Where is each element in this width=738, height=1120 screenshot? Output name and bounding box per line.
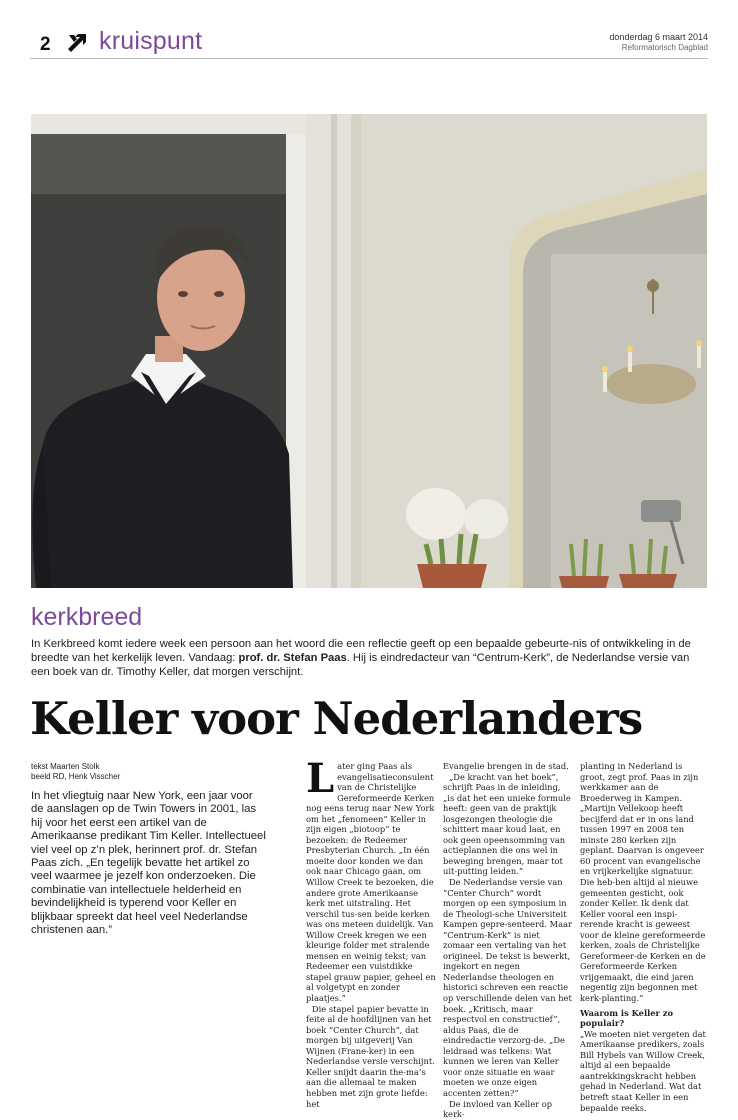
page-number: 2	[40, 34, 51, 55]
body-paragraph: Die stapel papier bevatte in feite al de hoofdlijnen van het boek “Center Church”, dat morgen bij uitgeverij Van Wijnen (Frane-ker) in een Nederlandse versie verschijnt. Keller snijdt daarin the-ma’s aan die allemaal te maken hebben met zijn grote liefde: het	[306, 1003, 435, 1109]
lead-paragraph: In het vliegtuig naar New York, een jaar voor de aanslagen op de Twin Towers in 2001, las hij voor het eerst een artikel van de Amerikaanse predikant Tim Keller. Intellectueel viel veel op z’n plek, herinnert prof. dr. Stefan Paas zich. „En tegelijk bevatte het artikel zo veel waarmee je jezelf kon onderzoeken. Die combinatie van intellectuele helderheid en bevindelijkheid is typerend voor Keller en blijkbaar spreekt dat heel veel Nederlandse christenen aan.”	[31, 790, 266, 937]
issue-date: donderdag 6 maart 2014	[609, 32, 708, 42]
body-subhead: Waarom is Keller zo populair?	[580, 1007, 674, 1029]
byline-photo: beeld RD, Henk Visscher	[31, 772, 121, 781]
arrow-icon	[66, 31, 88, 53]
intro-text	[31, 637, 705, 679]
body-column-3	[580, 761, 710, 1113]
drop-cap: L	[306, 755, 335, 802]
body-paragraph: „We moeten niet vergeten dat Amerikaanse predikers, zoals Bill Hybels van Willow Creek, altijd al een bepaalde aantrekkingskracht hebben gehad in Nederland. Wat dat betreft staat Keller in een bepaalde reeks.	[580, 1028, 706, 1113]
date-block	[609, 32, 708, 52]
intro-person-name: prof. dr. Stefan Paas	[238, 652, 347, 664]
kicker-title: kerkbreed	[31, 603, 143, 631]
intro-text-start: In Kerkbreed komt iedere week een persoon aan het woord die een reflectie geeft op een bepaalde gebeurte-nis of ontwikkeling in de breedte van het kerkelijk leven. Vandaag:	[31, 638, 691, 664]
intro-text-end: . Hij is eindredacteur van “Centrum-Kerk”, de Nederlandse versie van een boek van dr. Timothy Keller, dat morgen verschijnt.	[31, 652, 690, 678]
body-paragraph: De invloed van Keller op kerk-	[443, 1098, 553, 1120]
body-paragraph: ater ging Paas als evangelisatieconsulent van de Christelijke Gereformeerde Kerken nog eens terug naar New York om het „fenomeen” Keller in zijn eigen „biotoop” te bezoeken: de Redeemer Presbyterian Church. „In één moeite door konden we dan ook naar Chicago gaan, om Willow Creek te bezoeken, die andere grote Amerikaanse kerk met uitstraling. Het verschil tus-sen beide kerken was ons meteen duidelijk. Van Willow Creek kregen we een kleurige folder met stralende mensen en weinig tekst; van Redeemer een vuistdikke stapel grauw papier, geheel en al volgetypt en zonder plaatjes.”	[306, 761, 436, 1004]
body-paragraph: planting in Nederland is groot, zegt prof. Paas in zijn werkkamer aan de Broederweg in Kampen. „Martijn Vellekoop heeft becijferd dat er in ons land tussen 1997 en 2008 ten minste 280 kerken zijn geplant. Daarvan is ongeveer 60 procent van evangelische en vrijkerkelijke signatuur. Die heb-ben altijd al nieuwe gemeenten gesticht, ook zonder Keller. Ik denk dat Keller vooral een inspi-rerende kracht is geweest voor de kleine gereformeerde kerken, zoals de Christelijke Gereformeer-de Kerken en de Gereformeerde Kerken vrijgemaakt, die eind jaren negentig zijn begonnen met kerk-planting.”	[580, 761, 706, 1004]
newspaper-name: Reformatorisch Dagblad	[621, 43, 708, 52]
portrait-photo	[31, 114, 707, 588]
byline-author: tekst Maarten Stolk	[31, 762, 100, 771]
article-headline: Keller voor Nederlanders	[30, 692, 643, 745]
body-paragraph: Evangelie brengen in de stad.	[443, 761, 569, 771]
body-column-2	[443, 761, 573, 1120]
byline	[31, 762, 120, 782]
body-paragraph: „De kracht van het boek”, schrijft Paas in de inleiding, „is dat het een unieke formule heeft: geen van de praktijk losgezongen theologie die schittert maar koud laat, en ook geen opeensomming van actieplannen die ons wel in beweging brengen, maar tot uit-putting leiden.”	[443, 771, 571, 877]
section-title: kruispunt	[99, 27, 203, 55]
body-paragraph: De Nederlandse versie van “Center Church” wordt morgen op een symposium in de Theologi-sche Universiteit Kampen gepre-senteerd. Maar “Centrum-Kerk” is niet zomaar een vertaling van het origineel. De tekst is bewerkt, ingekort en negen Nederlandse theologen en historici schreven een reactie op verschillende delen van het boek. „Kritisch, maar respectvol en constructief”, aldus Paas, die de eindredactie verzorg-de. „De leidraad was telkens: Wat kunnen we leren van Keller voor onze situatie en waar moeten we onze eigen accenten zetten?”	[443, 877, 572, 1098]
body-column-1	[306, 755, 436, 1109]
page-header	[30, 28, 708, 59]
